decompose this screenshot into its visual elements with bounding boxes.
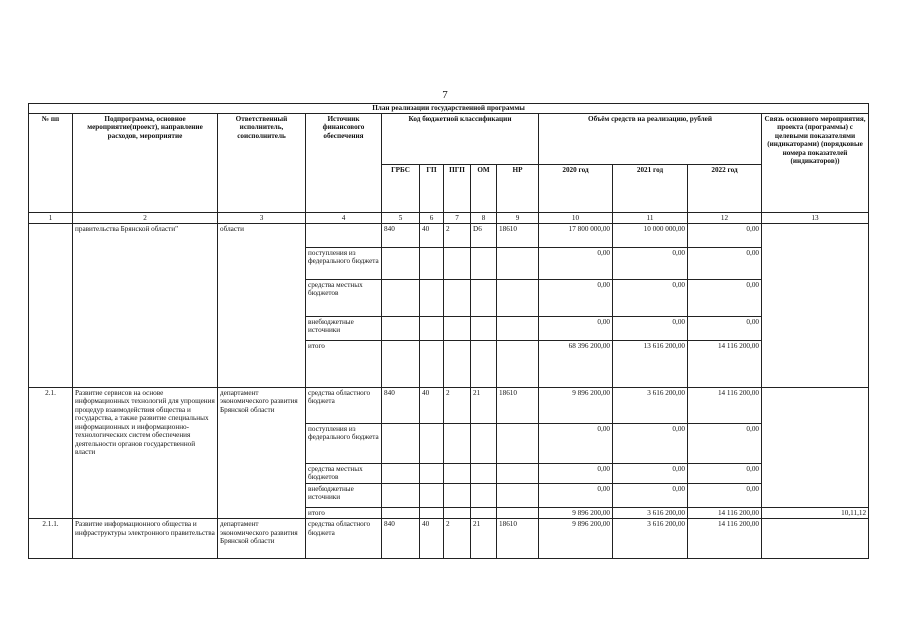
value-2021-cell: 0,00 xyxy=(613,280,688,317)
subprogram-cell: Развитие сервисов на основе информационных технологий для упрощения процедур взаимодействия общества и государства, а также развитие специальных информационных и информационно-технологических систем обеспечения деятельности органов государственной власти xyxy=(73,388,218,519)
value-2022-cell: 0,00 xyxy=(688,483,762,507)
value-2022-cell: 14 116 200,00 xyxy=(688,341,762,388)
source-cell: средства местных бюджетов xyxy=(306,280,382,317)
value-2021-cell: 3 616 200,00 xyxy=(613,519,688,559)
pgp-cell: 2 xyxy=(444,519,471,559)
value-2022-cell: 14 116 200,00 xyxy=(688,388,762,424)
source-cell: средства местных бюджетов xyxy=(306,464,382,484)
om-cell: 21 xyxy=(471,388,497,424)
table-row xyxy=(29,224,869,248)
nr-cell: 18610 xyxy=(497,224,539,248)
value-2021-cell: 0,00 xyxy=(613,424,688,464)
column-index-cell: 1 xyxy=(29,213,73,224)
column-index-cell: 9 xyxy=(497,213,539,224)
value-2021-cell: 0,00 xyxy=(613,317,688,341)
value-2020-cell: 0,00 xyxy=(539,248,613,280)
link-cell xyxy=(762,388,869,508)
value-2020-cell: 68 396 200,00 xyxy=(539,341,613,388)
header-pgp: ПГП xyxy=(444,165,471,213)
column-index-cell: 2 xyxy=(73,213,218,224)
link-cell xyxy=(762,519,869,559)
link-cell xyxy=(762,224,869,388)
nr-cell: 18610 xyxy=(497,519,539,559)
pgp-cell: 2 xyxy=(444,388,471,424)
executor-cell: департамент экономического развития Брянской области xyxy=(218,388,306,519)
value-2022-cell: 0,00 xyxy=(688,248,762,280)
source-cell: внебюджетные источники xyxy=(306,317,382,341)
link-cell: 10,11,12 xyxy=(762,507,869,518)
source-cell: поступления из федерального бюджета xyxy=(306,424,382,464)
header-om: ОМ xyxy=(471,165,497,213)
column-index-cell: 3 xyxy=(218,213,306,224)
grbs-cell: 840 xyxy=(382,519,420,559)
source-cell: итого xyxy=(306,341,382,388)
header-link: Связь основного мероприятия, проекта (программы) с целевыми показателями (индикаторами) (порядковые номера показателей (индикаторов)) xyxy=(762,114,869,213)
column-index-row xyxy=(29,213,869,224)
row-num-cell: 2.1.1. xyxy=(29,519,73,559)
header-num: № пп xyxy=(29,114,73,213)
source-cell: поступления из федерального бюджета xyxy=(306,248,382,280)
value-2022-cell: 0,00 xyxy=(688,280,762,317)
column-index-cell: 13 xyxy=(762,213,869,224)
table-row xyxy=(29,519,869,559)
source-cell: внебюджетные источники xyxy=(306,483,382,507)
value-2020-cell: 9 896 200,00 xyxy=(539,519,613,559)
gp-cell: 40 xyxy=(420,388,444,424)
value-2022-cell: 14 116 200,00 xyxy=(688,519,762,559)
source-cell xyxy=(306,224,382,248)
value-2022-cell: 0,00 xyxy=(688,424,762,464)
table-title: План реализации государственной программы xyxy=(29,104,869,114)
value-2021-cell: 0,00 xyxy=(613,248,688,280)
value-2021-cell: 0,00 xyxy=(613,464,688,484)
gp-cell: 40 xyxy=(420,224,444,248)
value-2020-cell: 9 896 200,00 xyxy=(539,507,613,518)
value-2022-cell: 14 116 200,00 xyxy=(688,507,762,518)
gp-cell: 40 xyxy=(420,519,444,559)
executor-cell: области xyxy=(218,224,306,388)
header-grbs: ГРБС xyxy=(382,165,420,213)
pgp-cell: 2 xyxy=(444,224,471,248)
value-2020-cell: 0,00 xyxy=(539,464,613,484)
value-2022-cell: 0,00 xyxy=(688,224,762,248)
subprogram-cell: правительства Брянской области" xyxy=(73,224,218,388)
header-subprogram: Подпрограмма, основное мероприятие(проект), направление расходов, мероприятие xyxy=(73,114,218,213)
page-number: 7 xyxy=(442,89,448,101)
column-index-cell: 5 xyxy=(382,213,420,224)
value-2022-cell: 0,00 xyxy=(688,464,762,484)
column-index-cell: 7 xyxy=(444,213,471,224)
value-2020-cell: 0,00 xyxy=(539,483,613,507)
value-2020-cell: 0,00 xyxy=(539,424,613,464)
header-2020: 2020 год xyxy=(539,165,613,213)
grbs-cell: 840 xyxy=(382,224,420,248)
column-index-cell: 6 xyxy=(420,213,444,224)
value-2020-cell: 0,00 xyxy=(539,317,613,341)
subprogram-cell: Развитие информационного общества и инфраструктуры электронного правительства xyxy=(73,519,218,559)
executor-cell: департамент экономического развития Брянской области xyxy=(218,519,306,559)
value-2021-cell: 13 616 200,00 xyxy=(613,341,688,388)
header-budget-code: Код бюджетной классификации xyxy=(382,114,539,165)
nr-cell: 18610 xyxy=(497,388,539,424)
header-2022: 2022 год xyxy=(688,165,762,213)
header-source: Источник финансового обеспечения xyxy=(306,114,382,213)
value-2020-cell: 0,00 xyxy=(539,280,613,317)
source-cell: итого xyxy=(306,507,382,518)
value-2020-cell: 9 896 200,00 xyxy=(539,388,613,424)
column-index-cell: 8 xyxy=(471,213,497,224)
header-gp: ГП xyxy=(420,165,444,213)
grbs-cell: 840 xyxy=(382,388,420,424)
table-row xyxy=(29,388,869,424)
value-2021-cell: 10 000 000,00 xyxy=(613,224,688,248)
column-index-cell: 10 xyxy=(539,213,613,224)
program-plan-table xyxy=(28,103,869,559)
value-2021-cell: 0,00 xyxy=(613,483,688,507)
value-2021-cell: 3 616 200,00 xyxy=(613,388,688,424)
value-2022-cell: 0,00 xyxy=(688,317,762,341)
column-index-cell: 12 xyxy=(688,213,762,224)
row-num-cell: 2.1. xyxy=(29,388,73,519)
header-2021: 2021 год xyxy=(613,165,688,213)
source-cell: средства областного бюджета xyxy=(306,388,382,424)
om-cell: D6 xyxy=(471,224,497,248)
value-2020-cell: 17 800 000,00 xyxy=(539,224,613,248)
header-nr: НР xyxy=(497,165,539,213)
header-volume: Объём средств на реализацию, рублей xyxy=(539,114,762,165)
source-cell: средства областного бюджета xyxy=(306,519,382,559)
row-num-cell xyxy=(29,224,73,388)
value-2021-cell: 3 616 200,00 xyxy=(613,507,688,518)
column-index-cell: 4 xyxy=(306,213,382,224)
om-cell: 21 xyxy=(471,519,497,559)
column-index-cell: 11 xyxy=(613,213,688,224)
header-executor: Ответственный исполнитель, соисполнитель xyxy=(218,114,306,213)
